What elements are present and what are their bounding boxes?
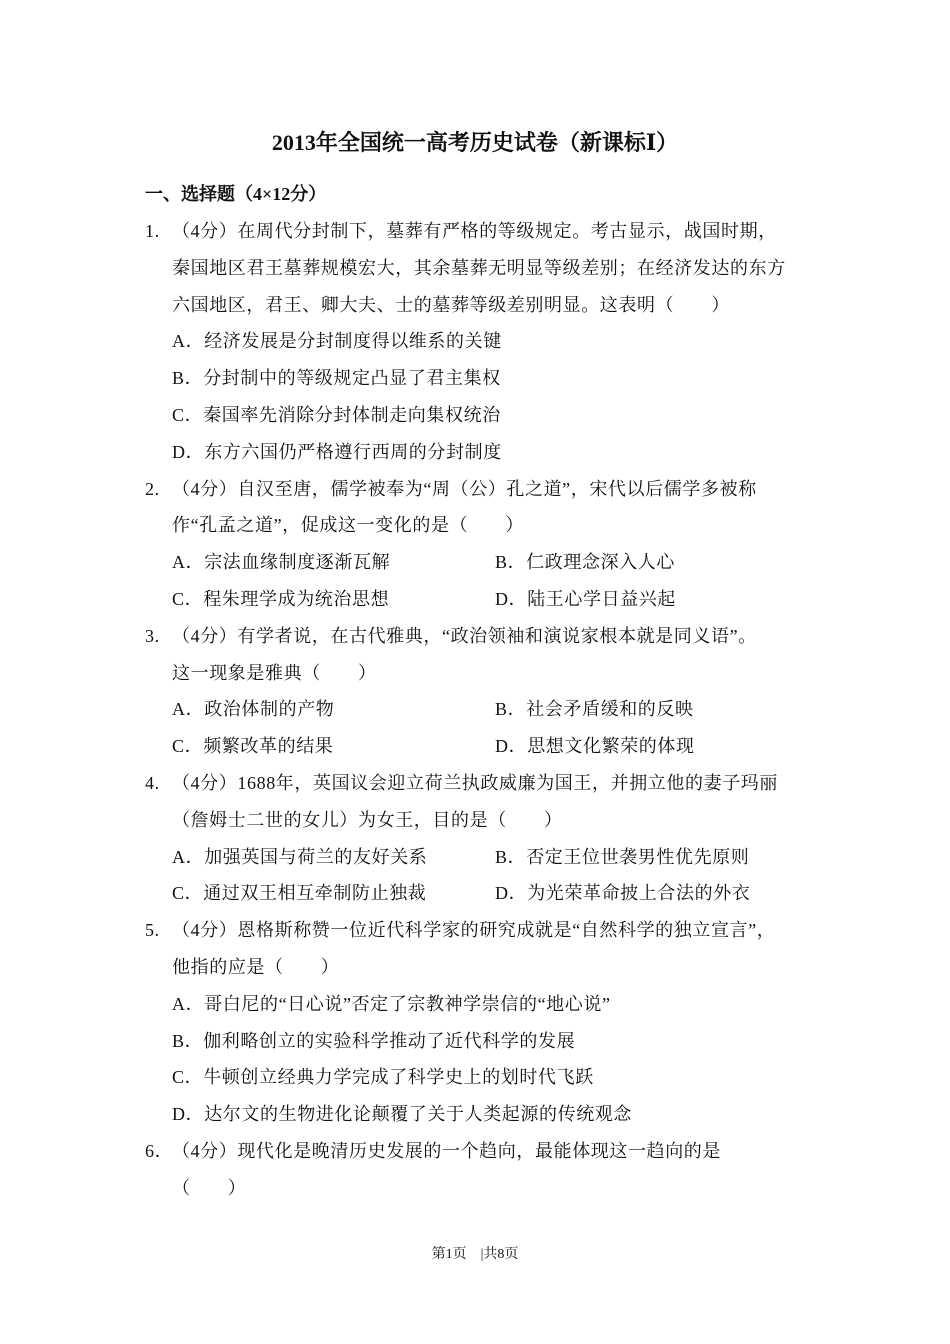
question-number: 3. bbox=[145, 625, 160, 646]
question-number: 6． bbox=[145, 1140, 174, 1161]
question-line bbox=[145, 1170, 825, 1207]
option-row bbox=[145, 875, 825, 912]
question-line bbox=[145, 912, 825, 949]
question bbox=[145, 912, 825, 1133]
question-text: 他指的应是（ ） bbox=[172, 956, 340, 977]
question-text: 这一现象是雅典（ ） bbox=[172, 662, 377, 683]
question-line bbox=[145, 471, 825, 508]
answer-option: A．宗法血缘制度逐渐瓦解 bbox=[172, 552, 391, 573]
question-line bbox=[145, 802, 825, 839]
answer-option: D．思想文化繁荣的体现 bbox=[495, 736, 695, 757]
question-line bbox=[145, 618, 825, 655]
answer-option: B．否定王位世袭男性优先原则 bbox=[495, 846, 750, 867]
question-text: （ ） bbox=[172, 1177, 247, 1198]
answer-option: D．东方六国仍严格遵行西周的分封制度 bbox=[172, 441, 502, 462]
option-row bbox=[145, 839, 825, 876]
answer-option: C．秦国率先消除分封体制走向集权统治 bbox=[172, 404, 501, 425]
question-number: 5. bbox=[145, 920, 160, 941]
option-row bbox=[145, 986, 825, 1023]
option-row bbox=[145, 691, 825, 728]
option-row bbox=[145, 728, 825, 765]
question-text: （詹姆士二世的女儿）为女王，目的是（ ） bbox=[172, 809, 563, 830]
question-line bbox=[145, 250, 825, 287]
option-row bbox=[145, 1096, 825, 1133]
option-row bbox=[145, 1059, 825, 1096]
question bbox=[145, 213, 825, 471]
answer-option: C．通过双王相互牵制防止独裁 bbox=[172, 883, 427, 904]
question-list bbox=[145, 213, 825, 1207]
question bbox=[145, 1133, 825, 1207]
answer-option: B．伽利略创立的实验科学推动了近代科学的发展 bbox=[172, 1030, 576, 1051]
question-text: （4分）1688年，英国议会迎立荷兰执政威廉为国王，并拥立他的妻子玛丽 bbox=[172, 772, 778, 793]
option-row bbox=[145, 397, 825, 434]
question-line bbox=[145, 1133, 825, 1170]
question-text: （4分）有学者说，在古代雅典，“政治领袖和演说家根本就是同义语”。 bbox=[172, 625, 757, 646]
question-text: （4分）现代化是晚清历史发展的一个趋向，最能体现这一趋向的是 bbox=[172, 1140, 721, 1161]
answer-option: B．社会矛盾缓和的反映 bbox=[495, 699, 694, 720]
answer-option: A．政治体制的产物 bbox=[172, 699, 335, 720]
question-text: 秦国地区君王墓葬规模宏大，其余墓葬无明显等级差别；在经济发达的东方 bbox=[172, 257, 786, 278]
question-line bbox=[145, 655, 825, 692]
answer-option: D．为光荣革命披上合法的外衣 bbox=[495, 883, 751, 904]
option-row bbox=[145, 544, 825, 581]
question-line bbox=[145, 765, 825, 802]
answer-option: C．频繁改革的结果 bbox=[172, 736, 334, 757]
answer-option: A．加强英国与荷兰的友好关系 bbox=[172, 846, 428, 867]
answer-option: B．仁政理念深入人心 bbox=[495, 552, 676, 573]
option-row bbox=[145, 581, 825, 618]
option-row bbox=[145, 360, 825, 397]
answer-option: A．经济发展是分封制度得以维系的关键 bbox=[172, 331, 502, 352]
question-text: （4分）自汉至唐，儒学被奉为“周（公）孔之道”，宋代以后儒学多被称 bbox=[172, 478, 757, 499]
question bbox=[145, 618, 825, 765]
question-text: 作“孔孟之道”，促成这一变化的是（ ） bbox=[172, 515, 524, 536]
question-number: 2. bbox=[145, 478, 160, 499]
question-text: 六国地区，君王、卿大夫、士的墓葬等级差别明显。这表明（ ） bbox=[172, 294, 730, 315]
option-row bbox=[145, 323, 825, 360]
question-number: 4. bbox=[145, 772, 160, 793]
option-row bbox=[145, 434, 825, 471]
question bbox=[145, 765, 825, 912]
question-line bbox=[145, 287, 825, 324]
page-footer: 第1页 |共8页 bbox=[431, 1247, 519, 1262]
question-text: （4分）恩格斯称赞一位近代科学家的研究成就是“自然科学的独立宣言”， bbox=[172, 920, 776, 941]
page-title: 2013年全国统一高考历史试卷（新课标Ⅰ） bbox=[271, 130, 679, 155]
question-line bbox=[145, 213, 825, 250]
answer-option: D．达尔文的生物进化论颠覆了关于人类起源的传统观念 bbox=[172, 1104, 632, 1125]
answer-option: D．陆王心学日益兴起 bbox=[495, 588, 676, 609]
question-line bbox=[145, 507, 825, 544]
answer-option: C．程朱理学成为统治思想 bbox=[172, 588, 390, 609]
question-number: 1. bbox=[145, 221, 160, 241]
answer-option: C．牛顿创立经典力学完成了科学史上的划时代飞跃 bbox=[172, 1067, 594, 1088]
question bbox=[145, 471, 825, 618]
question-line bbox=[145, 949, 825, 986]
question-text: （4分）在周代分封制下，墓葬有严格的等级规定。考古显示，战国时期， bbox=[172, 221, 777, 241]
section-heading: 一、选择题（4×12分） bbox=[145, 184, 327, 204]
option-row bbox=[145, 1023, 825, 1060]
answer-option: B．分封制中的等级规定凸显了君主集权 bbox=[172, 368, 501, 389]
answer-option: A．哥白尼的“日心说”否定了宗教神学崇信的“地心说” bbox=[172, 993, 611, 1014]
